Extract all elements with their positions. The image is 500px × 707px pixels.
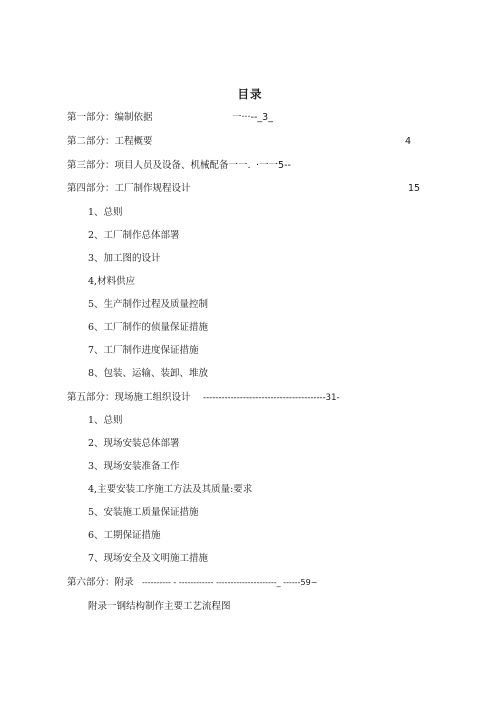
toc-part-3-leader: ·一一5-- <box>256 160 291 171</box>
toc-part-5-item: 2、现场安装总体部署 <box>88 438 180 449</box>
toc-part-5-item: 5、安装施工质量保证措施 <box>88 507 199 518</box>
toc-part-4-item: 6、工厂制作的侦量保证措施 <box>88 322 209 333</box>
toc-part-1-leader: 一···--_3_ <box>232 112 273 123</box>
toc-part-2-label: 第二部分：工程概要 <box>67 136 153 147</box>
toc-part-6-label: 第六部分：附录 <box>67 577 134 588</box>
toc-part-4-label: 第四部分：工厂制作规程设计 <box>67 183 191 194</box>
toc-part-3-label: 第三部分：项目人员及设备、机械配备一一. <box>67 160 251 171</box>
toc-part-4-item: 5、生产制作过程及质量控制 <box>88 299 209 310</box>
toc-part-5-item: 7、现场安全及文明施工措施 <box>88 553 209 564</box>
toc-title: 目录 <box>237 87 263 101</box>
toc-part-4-item: 8、包装、运输、装卸、堆放 <box>88 368 209 379</box>
toc-part-6-leader: ---------- - ------------ ---------------------_ ------59~ <box>142 578 318 587</box>
toc-part-4-item: 3、加工图的设计 <box>88 253 161 264</box>
toc-part-6-item: 附录一钢结构制作主要工艺流程图 <box>88 601 231 612</box>
toc-part-5-item: 1、总则 <box>88 415 123 426</box>
toc-part-4-page: 15 <box>408 183 421 194</box>
toc-part-5-label: 第五部分：现场施工组织设计 <box>67 392 191 403</box>
toc-part-4-item: 1、总则 <box>88 207 123 218</box>
toc-part-1-label: 第一部分：编制依据 <box>67 112 153 123</box>
toc-part-5-leader: ----------------------------------------31- <box>203 393 340 403</box>
toc-part-4-item: 7、工厂制作进度保证措施 <box>88 345 199 356</box>
toc-part-4-item: 4,材料供应 <box>88 276 136 287</box>
toc-part-5-item: 4,主要安装工序施工方法及其质量:要求 <box>88 484 253 495</box>
toc-part-5-item: 6、工期保证措施 <box>88 530 161 541</box>
toc-part-5-item: 3、现场安装准备工作 <box>88 461 180 472</box>
toc-part-2-page: 4 <box>405 136 412 147</box>
toc-part-4-item: 2、工厂制作总体部署 <box>88 230 180 241</box>
